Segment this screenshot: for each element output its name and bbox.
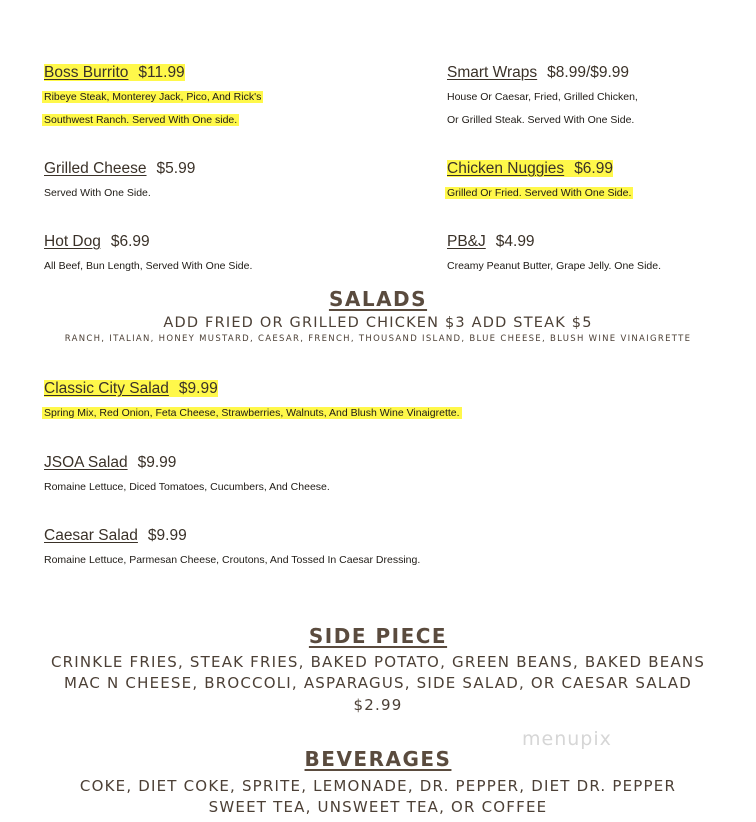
side-piece-line: CRINKLE FRIES, STEAK FRIES, BAKED POTATO, GREEN BEANS, BAKED BEANS [50,653,706,671]
item-description: All Beef, Bun Length, Served With One Side. [44,260,253,272]
item-description: House Or Caesar, Fried, Grilled Chicken, [447,91,638,103]
item-name: Caesar Salad [44,527,138,544]
menu-item-chicken-nuggies [447,159,633,205]
item-price: $9.99 [178,380,218,397]
side-piece-heading: SIDE PIECE [308,624,448,648]
item-title-highlight [447,160,613,177]
item-description: Served With One Side. [44,187,151,199]
item-description: Ribeye Steak, Monterey Jack, Pico, And Rick's [44,91,262,103]
side-piece-price: $2.99 [353,696,403,714]
menu-item-boss-burrito [44,63,263,132]
item-title-highlight [44,380,218,397]
item-name: Boss Burrito [44,64,129,81]
item-price: $9.99 [137,454,177,471]
item-name: JSOA Salad [44,454,128,471]
item-description: Or Grilled Steak. Served With One Side. [447,114,635,126]
menu-item-pbj [447,232,661,278]
item-title-highlight [44,64,185,81]
item-name: Classic City Salad [44,380,169,397]
item-description: Spring Mix, Red Onion, Feta Cheese, Strawberries, Walnuts, And Blush Wine Vinaigrette. [44,407,460,419]
menupix-watermark: menupix [522,728,612,750]
salads-heading: SALADS [328,287,428,311]
item-description: Romaine Lettuce, Diced Tomatoes, Cucumbers, And Cheese. [44,481,330,493]
beverages-line: COKE, DIET COKE, SPRITE, LEMONADE, DR. PEPPER, DIET DR. PEPPER [79,777,677,795]
menu-item-caesar-salad [44,526,420,572]
item-name: PB&J [447,233,486,250]
menu-item-hot-dog [44,232,252,278]
menu-item-smart-wraps [447,63,638,132]
item-price: $8.99/$9.99 [547,64,630,81]
side-piece-line: MAC N CHEESE, BROCCOLI, ASPARAGUS, SIDE SALAD, OR CAESAR SALAD [64,674,692,692]
item-description: Romaine Lettuce, Parmesan Cheese, Croutons, And Tossed In Caesar Dressing. [44,554,421,566]
item-name: Smart Wraps [447,64,538,81]
menu-item-jsoa-salad [44,453,330,499]
item-price: $4.99 [495,233,535,250]
item-price: $6.99 [110,233,150,250]
item-name: Grilled Cheese [44,160,147,177]
beverages-heading: BEVERAGES [304,747,452,771]
item-description: Southwest Ranch. Served With One side. [44,114,238,126]
item-price: $6.99 [574,160,613,177]
item-price: $9.99 [147,527,187,544]
item-price: $5.99 [156,160,196,177]
item-name: Hot Dog [44,233,101,250]
salads-dressings-line: RANCH, ITALIAN, HONEY MUSTARD, CAESAR, FRENCH, THOUSAND ISLAND, BLUE CHEESE, BLUSH WINE VINAIGRETTE [64,334,692,344]
item-price: $11.99 [138,64,185,81]
menu-item-grilled-cheese [44,159,195,205]
menu-item-classic-city-salad [44,379,462,425]
item-name: Chicken Nuggies [447,160,565,177]
beverages-line: SWEET TEA, UNSWEET TEA, OR COFFEE [208,798,548,816]
item-description: Grilled Or Fried. Served With One Side. [447,187,632,199]
item-description: Creamy Peanut Butter, Grape Jelly. One Side. [447,260,661,272]
salads-addon-line: ADD FRIED OR GRILLED CHICKEN $3 ADD STEAK $5 [163,315,593,331]
